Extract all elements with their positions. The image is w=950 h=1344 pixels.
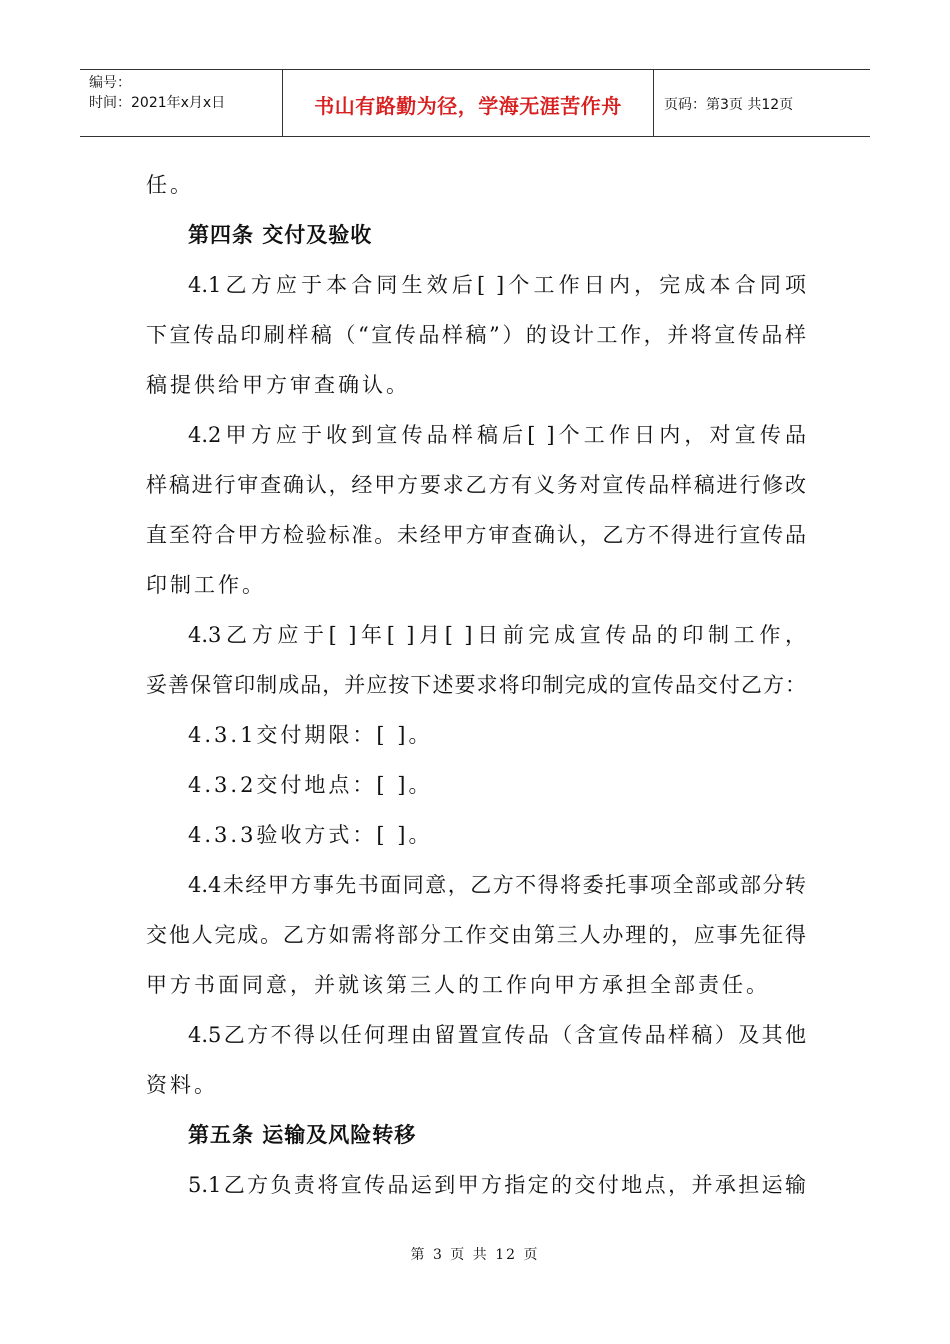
paragraph-line: 5.1乙方负责将宣传品运到甲方指定的交付地点，并承担运输	[188, 1173, 806, 1197]
paragraph-line: 下宣传品印刷样稿（“宣传品样稿”）的设计工作，并将宣传品样	[146, 323, 806, 347]
paragraph-line: 直至符合甲方检验标准。未经甲方审查确认，乙方不得进行宣传品	[146, 523, 806, 547]
paragraph-line: 甲方书面同意，并就该第三人的工作向甲方承担全部责任。	[146, 973, 770, 997]
paragraph-line: 4.3.3验收方式：[ ]。	[188, 823, 433, 847]
paragraph-line: 4.3.2交付地点：[ ]。	[188, 773, 433, 797]
article-5-heading: 第五条 运输及风险转移	[188, 1123, 417, 1147]
paragraph-line: 印制工作。	[146, 573, 266, 597]
paragraph-line: 4.2甲方应于收到宣传品样稿后[ ]个工作日内，对宣传品	[188, 423, 806, 447]
page-footer: 第 3 页 共 12 页	[410, 1247, 540, 1263]
header-middle-cell	[283, 70, 654, 136]
header-left-cell	[80, 70, 283, 136]
paragraph-line: 4.3乙方应于[ ]年[ ]月[ ]日前完成宣传品的印制工作，	[188, 623, 806, 647]
header-page-info: 页码：第3页 共12页	[664, 97, 794, 113]
document-number-label: 编号：	[89, 75, 131, 91]
header-right-cell	[654, 70, 870, 136]
document-time-label: 时间：2021年x月x日	[89, 95, 226, 111]
paragraph-line: 稿提供给甲方审查确认。	[146, 373, 410, 397]
paragraph-line: 妥善保管印制成品，并应按下述要求将印制完成的宣传品交付乙方：	[146, 673, 806, 697]
header-motto: 书山有路勤为径，学海无涯苦作舟	[314, 94, 622, 118]
paragraph-line: 任。	[146, 173, 194, 197]
article-4-heading: 第四条 交付及验收	[188, 223, 373, 247]
page-header	[80, 69, 870, 137]
paragraph-line: 4.1乙方应于本合同生效后[ ]个工作日内，完成本合同项	[188, 273, 806, 297]
paragraph-line: 资料。	[146, 1073, 218, 1097]
paragraph-line: 4.4未经甲方事先书面同意，乙方不得将委托事项全部或部分转	[188, 873, 806, 897]
paragraph-line: 交他人完成。乙方如需将部分工作交由第三人办理的，应事先征得	[146, 923, 806, 947]
paragraph-line: 4.5乙方不得以任何理由留置宣传品（含宣传品样稿）及其他	[188, 1023, 806, 1047]
paragraph-line: 样稿进行审查确认，经甲方要求乙方有义务对宣传品样稿进行修改	[146, 473, 806, 497]
paragraph-line: 4.3.1交付期限：[ ]。	[188, 723, 433, 747]
